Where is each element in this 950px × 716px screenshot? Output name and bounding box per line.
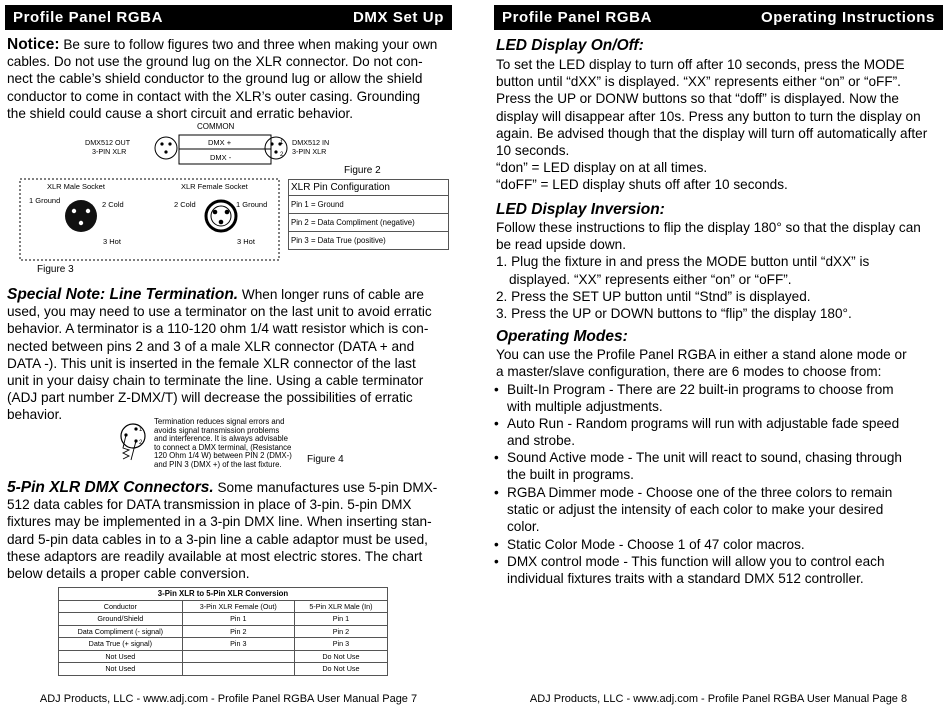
figure2-wiring-diagram <box>80 120 370 168</box>
in-label-2: 3-PIN XLR <box>292 147 327 156</box>
male-pin-hot: 3 Hot <box>103 237 121 246</box>
page-header <box>494 5 943 30</box>
pin-config-row: Pin 2 = Data Compliment (negative) <box>289 214 449 232</box>
figure3-caption: Figure 3 <box>37 264 74 275</box>
list-item-line: the built in programs. <box>507 467 634 483</box>
figure2-caption: Figure 2 <box>344 165 381 176</box>
led-onoff-line: 10 seconds. <box>496 143 570 159</box>
pin-config-row: Pin 1 = Ground <box>289 196 449 214</box>
operating-modes-intro <box>496 346 942 380</box>
header-title: Profile Panel RGBA <box>13 9 163 26</box>
out-label-2: 3-PIN XLR <box>92 147 127 156</box>
xlr-in-connector-icon <box>265 137 287 159</box>
term-pin: 1 <box>139 427 143 433</box>
table-cell: Not Used <box>59 650 183 663</box>
header-section: DMX Set Up <box>352 9 444 26</box>
page-right <box>494 0 943 716</box>
page-footer: ADJ Products, LLC - www.adj.com - Profile Panel RGBA User Manual Page 8 <box>529 693 908 705</box>
special-note-line: unit in your daisy chain to terminate the line. Using a cable terminator <box>7 373 424 389</box>
pin-number: 1 <box>280 140 284 146</box>
termination-note-line: Termination reduces signal errors and <box>154 417 285 426</box>
list-item <box>494 449 943 483</box>
led-inversion-paragraph <box>496 219 942 322</box>
led-inversion-line: 1. Plug the fixture in and press the MODE button until “dXX” is <box>496 254 870 270</box>
led-inversion-heading: LED Display Inversion: <box>496 201 665 218</box>
header-title: Profile Panel RGBA <box>502 9 652 26</box>
female-socket-label: XLR Female Socket <box>181 182 248 191</box>
five-pin-line: Some manufactures use 5-pin DMX- <box>213 480 438 495</box>
special-note-line: used, you may need to use a terminator on the last unit to avoid erratic <box>7 304 432 320</box>
table-cell: Pin 1 <box>294 613 387 626</box>
female-socket-icon <box>206 201 236 231</box>
special-note-label: Special Note: Line Termination. <box>7 286 239 303</box>
list-item-line: RGBA Dimmer mode - Choose one of the three colors to remain <box>507 485 893 500</box>
notice-line: Be sure to follow figures two and three when making your own <box>59 37 438 52</box>
list-item-line: individual fixtures traits with a standard DMX 512 controller. <box>507 571 864 587</box>
page-footer: ADJ Products, LLC - www.adj.com - Profile Panel RGBA User Manual Page 7 <box>39 693 418 705</box>
table-cell: Not Used <box>59 663 183 676</box>
five-pin-line: fixtures may be implemented in a 3-pin DMX line. When inserting stan- <box>7 514 432 530</box>
led-onoff-line: button until “dXX” is displayed. “XX” represents either “on” or “oFF”. <box>496 74 901 90</box>
special-note-line: behavior. A terminator is a 110-120 ohm 1/4 watt resistor which is con- <box>7 321 429 337</box>
five-pin-paragraph <box>7 479 451 582</box>
special-note-line: (ADJ part number Z-DMX/T) will decrease the possibilities of erratic <box>7 390 413 406</box>
five-pin-line: below details a proper cable conversion. <box>7 566 250 582</box>
led-inversion-line: 2. Press the SET UP button until “Stnd” is displayed. <box>496 288 811 304</box>
notice-paragraph <box>7 36 451 122</box>
male-socket-label: XLR Male Socket <box>47 182 105 191</box>
table-cell: Pin 2 <box>182 625 294 638</box>
termination-note-line: avoids signal transmission problems <box>154 425 280 435</box>
termination-note-line: and interference. It is always advisable <box>154 434 288 444</box>
special-note-line: behavior. <box>7 407 63 423</box>
special-note-line: nected between pins 2 and 3 of a male XLR connector (DATA + and <box>7 338 415 354</box>
notice-line: nect the cable’s shield conductor to the ground lug or allow the shield <box>7 71 423 87</box>
list-item-line: DMX control mode - This function will allow you to control each <box>507 554 885 569</box>
special-note-line: When longer runs of cable are <box>238 287 424 302</box>
termination-note-line: 120 Ohm 1/4 W) between PIN 2 (DMX-) <box>154 451 292 461</box>
list-item-line: static or adjust the intensity of each color to make your desired <box>507 502 884 518</box>
operating-modes-intro-line: You can use the Profile Panel RGBA in either a stand alone mode or <box>496 347 907 362</box>
out-label-1: DMX512 OUT <box>85 138 131 147</box>
led-onoff-line: display will disappear after 10s. Press any button to turn the display on <box>496 108 921 124</box>
in-label-1: DMX512 IN <box>292 138 330 147</box>
table-row <box>59 663 388 676</box>
table-row <box>59 613 388 626</box>
table-row <box>59 638 388 651</box>
table-cell: Do Not Use <box>294 650 387 663</box>
wire-minus-label: DMX - <box>210 153 232 162</box>
pin-config-title: XLR Pin Configuration <box>289 180 449 196</box>
led-onoff-line: To set the LED display to turn off after 10 seconds, press the MODE <box>496 57 905 72</box>
wire-plus-label: DMX + <box>208 138 232 147</box>
led-onoff-line: “don” = LED display on at all times. <box>496 160 708 176</box>
female-pin-ground: 1 Ground <box>236 200 268 209</box>
list-item-line: Sound Active mode - The unit will react to sound, chasing through <box>507 450 902 465</box>
figure4-caption: Figure 4 <box>307 454 344 465</box>
female-pin-cold: 2 Cold <box>174 200 196 209</box>
operating-modes-heading: Operating Modes: <box>496 328 628 345</box>
led-inversion-line: 3. Press the UP or DOWN buttons to “flip” the display 180°. <box>496 306 852 322</box>
bullet-icon: • <box>494 485 499 500</box>
list-item-line: Built-In Program - There are 22 built-in programs to choose from <box>507 382 894 397</box>
led-inversion-line: displayed. “XX” represents either “on” or “oFF”. <box>509 271 792 287</box>
pin-config-row: Pin 3 = Data True (positive) <box>289 232 449 250</box>
conversion-header: 5-Pin XLR Male (In) <box>294 600 387 613</box>
female-pin-hot: 3 Hot <box>237 237 255 246</box>
table-cell: Do Not Use <box>294 663 387 676</box>
bullet-icon: • <box>494 537 499 552</box>
bullet-icon: • <box>494 554 499 569</box>
led-onoff-line: again. Be advised though that the display will turn off automatically after <box>496 125 928 141</box>
list-item <box>494 536 943 553</box>
list-item <box>494 484 943 536</box>
notice-line: conductor to come in contact with the XLR’s outer casing. Grounding <box>7 88 421 104</box>
xlr-out-connector-icon <box>155 137 177 159</box>
male-pin-ground: 1 Ground <box>29 196 61 205</box>
table-row <box>59 650 388 663</box>
led-onoff-line: “doFF” = LED display shuts off after 10 seconds. <box>496 177 788 193</box>
conversion-header: Conductor <box>59 600 183 613</box>
operating-modes-intro-line: a master/slave configuration, there are 6 modes to choose from: <box>496 364 882 380</box>
conversion-table-title: 3-Pin XLR to 5-Pin XLR Conversion <box>59 588 388 601</box>
list-item <box>494 381 943 415</box>
termination-note-line: to connect a DMX terminal, (Resistance <box>154 442 292 452</box>
list-item-line: color. <box>507 519 540 535</box>
five-pin-line: 512 data cables for DATA transmission in place of 3-pin. 5-pin DMX <box>7 497 412 513</box>
list-item-line: with multiple adjustments. <box>507 399 663 415</box>
page-header <box>5 5 452 30</box>
special-note-line: DATA -). This unit is inserted in the female XLR connector of the last <box>7 355 416 371</box>
table-row <box>59 625 388 638</box>
male-socket-icon <box>65 200 97 232</box>
led-onoff-line: Press the UP or DONW buttons so that “doff” is displayed. Now the <box>496 91 899 107</box>
five-pin-line: these adaptors are readily available at most electric stores. The chart <box>7 548 423 564</box>
table-cell: Pin 3 <box>182 638 294 651</box>
common-label: COMMON <box>197 122 235 131</box>
led-onoff-paragraph <box>496 56 942 194</box>
conversion-table <box>58 587 388 676</box>
five-pin-line: dard 5-pin data cables in to a 3-pin line a cable adaptor must be used, <box>7 531 428 547</box>
table-cell: Ground/Shield <box>59 613 183 626</box>
special-note-paragraph <box>7 286 451 424</box>
conversion-header: 3-Pin XLR Female (Out) <box>182 600 294 613</box>
notice-label: Notice: <box>7 36 60 53</box>
table-cell: Pin 2 <box>294 625 387 638</box>
pin-number: 2 <box>280 152 284 158</box>
list-item-line: Static Color Mode - Choose 1 of 47 color macros. <box>507 537 805 552</box>
bullet-icon: • <box>494 382 499 397</box>
termination-note-line: and PIN 3 (DMX +) of the last fixture. <box>154 459 282 469</box>
figure4-terminator-icon <box>117 418 153 464</box>
table-cell: Data True (+ signal) <box>59 638 183 651</box>
table-cell: Pin 3 <box>294 638 387 651</box>
table-cell: Data Compliment (- signal) <box>59 625 183 638</box>
notice-line: cables. Do not use the ground lug on the XLR connector. Do not con- <box>7 54 423 70</box>
table-cell: Pin 1 <box>182 613 294 626</box>
termination-note <box>154 418 292 470</box>
led-inversion-line: be read upside down. <box>496 237 626 253</box>
list-item <box>494 553 943 587</box>
led-onoff-heading: LED Display On/Off: <box>496 37 644 54</box>
led-inversion-line: Follow these instructions to flip the display 180° so that the display can <box>496 220 921 235</box>
term-pin: 2 <box>139 440 143 446</box>
notice-line: the shield could cause a short circuit and erratic behavior. <box>7 105 354 121</box>
table-cell <box>182 650 294 663</box>
header-section: Operating Instructions <box>760 9 935 26</box>
list-item <box>494 415 943 449</box>
male-pin-cold: 2 Cold <box>102 200 124 209</box>
figure3-xlr-sockets <box>19 178 281 262</box>
list-item-line: and strobe. <box>507 433 576 449</box>
bullet-icon: • <box>494 450 499 465</box>
page-left <box>5 0 452 716</box>
table-cell <box>182 663 294 676</box>
five-pin-label: 5-Pin XLR DMX Connectors. <box>7 479 214 496</box>
bullet-icon: • <box>494 416 499 431</box>
pin-config-table <box>288 179 449 250</box>
list-item-line: Auto Run - Random programs will run with adjustable fade speed <box>507 416 900 431</box>
